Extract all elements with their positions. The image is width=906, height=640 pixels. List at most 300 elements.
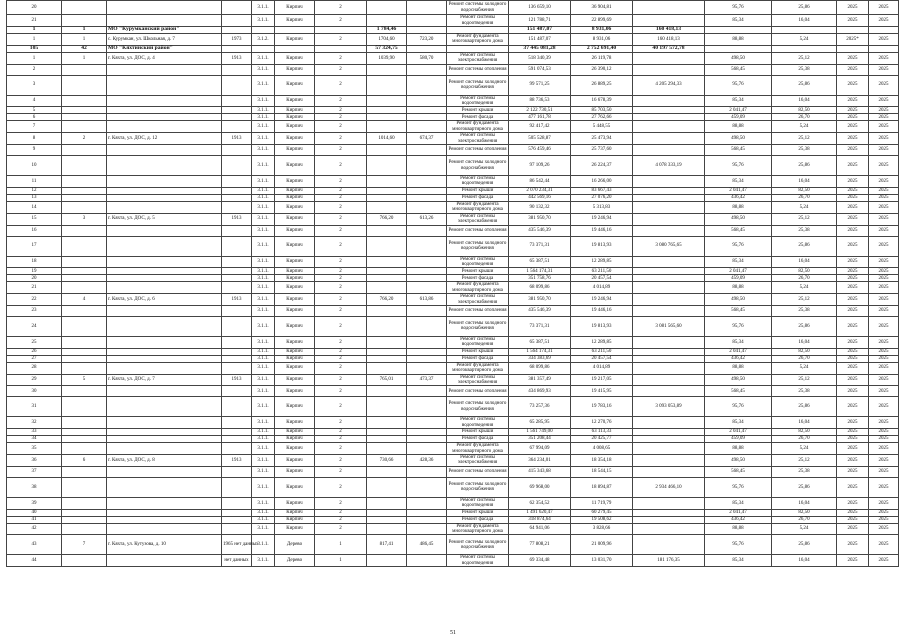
cost-other-cell: 20 425,77 <box>571 436 633 443</box>
wall-material-cell: Кирпич <box>275 497 315 509</box>
cost-other-cell: 21 009,96 <box>571 535 633 555</box>
total-cost-cell: 181 176,35 <box>633 555 705 567</box>
floors-cell: 2 <box>315 497 367 509</box>
year-built-cell <box>222 555 252 567</box>
table-row <box>7 443 899 455</box>
total-cost-cell <box>633 348 705 355</box>
planned-end-cell: 2025 <box>869 386 899 397</box>
planned-start-cell: 2025 <box>837 466 869 477</box>
cost-fund-cell: 415 343,68 <box>509 466 571 477</box>
address-cell <box>107 386 222 397</box>
total-cost-cell <box>633 95 705 107</box>
unit-cost-other-cell: 25,38 <box>772 305 837 316</box>
row-number-cell: 16 <box>7 225 62 236</box>
cost-fund-cell: 62 354,52 <box>509 497 571 509</box>
house-number-cell <box>62 64 107 75</box>
unit-cost-other-cell: 82,50 <box>772 107 837 114</box>
cost-other-cell: 12 270,76 <box>571 417 633 429</box>
cost-fund-cell: 2 070 234,31 <box>509 187 571 194</box>
house-number-cell <box>62 225 107 236</box>
planned-start-cell: 2025 <box>837 268 869 275</box>
cost-other-cell: 5 313,83 <box>571 201 633 213</box>
unit-cost-cell: 88,88 <box>705 362 772 374</box>
planned-end-cell: 2025 <box>869 15 899 27</box>
total-cost-cell: 4 078 333,19 <box>633 156 705 176</box>
cost-other-cell: 8 931,06 <box>571 34 633 46</box>
work-type-cell: Ремонт системы электроснабжения <box>447 133 509 145</box>
planned-start-cell: 2025 <box>837 145 869 156</box>
unit-cost-cell <box>705 45 772 52</box>
table-row <box>7 52 899 64</box>
total-area-cell <box>367 121 407 133</box>
total-area-cell <box>367 236 407 256</box>
living-area-cell <box>407 466 447 477</box>
table-row <box>7 362 899 374</box>
total-cost-cell: 3 080 765,65 <box>633 236 705 256</box>
address-cell <box>107 194 222 201</box>
wall-material-cell: Кирпич <box>275 374 315 386</box>
total-area-cell <box>367 145 407 156</box>
year-built-cell <box>222 477 252 497</box>
unit-cost-cell: 85,34 <box>705 15 772 27</box>
work-type-cell: Ремонт системы холодного водоснабжения <box>447 316 509 336</box>
wall-material-cell: Кирпич <box>275 95 315 107</box>
total-area-cell <box>367 497 407 509</box>
row-number-cell: 43 <box>7 535 62 555</box>
year-built-cell: 1973 <box>222 34 252 46</box>
total-area-cell <box>367 95 407 107</box>
row-number-cell: 11 <box>7 176 62 188</box>
cost-fund-cell: 68 099,86 <box>509 362 571 374</box>
work-type-cell: Ремонт системы холодного водоснабжения <box>447 75 509 95</box>
total-cost-cell: 160 418,13 <box>633 34 705 46</box>
planned-end-cell: 2025 <box>869 397 899 417</box>
cost-fund-cell: 65 387,51 <box>509 256 571 268</box>
table-row <box>7 294 899 306</box>
living-area-cell: 473,37 <box>407 374 447 386</box>
cost-fund-cell: 364 234,01 <box>509 455 571 467</box>
planned-end-cell: 2025 <box>869 477 899 497</box>
planned-end-cell: 2025 <box>869 429 899 436</box>
floors-cell: 2 <box>315 516 367 523</box>
planned-start-cell: 2025 <box>837 535 869 555</box>
planned-start-cell: 2025 <box>837 201 869 213</box>
work-code-cell: 3.1.1. <box>252 275 275 282</box>
living-area-cell <box>407 194 447 201</box>
unit-cost-cell: 95,76 <box>705 477 772 497</box>
planned-start-cell: 2025 <box>837 1 869 15</box>
planned-start-cell <box>837 27 869 34</box>
planned-end-cell: 2025 <box>869 145 899 156</box>
total-cost-cell <box>633 282 705 294</box>
planned-end-cell: 2025 <box>869 282 899 294</box>
cost-fund-cell: 505 528,87 <box>509 133 571 145</box>
planned-start-cell: 2025 <box>837 348 869 355</box>
living-area-cell <box>407 348 447 355</box>
unit-cost-cell: 498,50 <box>705 455 772 467</box>
unit-cost-other-cell <box>772 27 837 34</box>
cost-fund-cell: 381 950,70 <box>509 213 571 225</box>
unit-cost-other-cell: 25,38 <box>772 64 837 75</box>
address-cell <box>107 275 222 282</box>
cost-other-cell: 27 076,20 <box>571 194 633 201</box>
cost-other-cell: 19 813,93 <box>571 236 633 256</box>
house-number-cell <box>62 336 107 348</box>
wall-material-cell: Кирпич <box>275 194 315 201</box>
total-cost-cell <box>633 176 705 188</box>
wall-material-cell: Кирпич <box>275 201 315 213</box>
cost-other-cell: 18 544,15 <box>571 466 633 477</box>
planned-start-cell: 2025 <box>837 52 869 64</box>
unit-cost-cell: 85,34 <box>705 497 772 509</box>
wall-material-cell: Кирпич <box>275 316 315 336</box>
cost-fund-cell: 88 736,53 <box>509 95 571 107</box>
house-number-cell <box>62 256 107 268</box>
unit-cost-other-cell: 82,50 <box>772 268 837 275</box>
address-cell <box>107 176 222 188</box>
unit-cost-other-cell: 16,04 <box>772 555 837 567</box>
total-cost-cell <box>633 256 705 268</box>
work-code-cell: 3.1.1. <box>252 133 275 145</box>
cost-fund-cell: 86 542,44 <box>509 176 571 188</box>
living-area-cell <box>407 523 447 535</box>
unit-cost-cell: 85,34 <box>705 95 772 107</box>
total-area-cell: 57 324,75 <box>367 45 407 52</box>
row-number-cell: 21 <box>7 15 62 27</box>
total-area-cell <box>367 194 407 201</box>
planned-end-cell <box>869 27 899 34</box>
planned-end-cell: 2025 <box>869 114 899 121</box>
total-area-cell <box>367 256 407 268</box>
cost-fund-cell: 151 487,07 <box>509 27 571 34</box>
total-cost-cell: 4 205 294,33 <box>633 75 705 95</box>
floors-cell: 2 <box>315 34 367 46</box>
table-row <box>7 201 899 213</box>
planned-start-cell: 2025 <box>837 362 869 374</box>
planned-start-cell: 2025 <box>837 516 869 523</box>
living-area-cell <box>407 176 447 188</box>
work-code-cell: 3.1.1. <box>252 282 275 294</box>
planned-start-cell: 2025 <box>837 225 869 236</box>
total-cost-cell <box>633 52 705 64</box>
cost-fund-cell: 136 659,10 <box>509 1 571 15</box>
unit-cost-other-cell: 25,38 <box>772 145 837 156</box>
living-area-cell <box>407 236 447 256</box>
year-built-cell <box>222 27 252 34</box>
unit-cost-cell: 85,34 <box>705 256 772 268</box>
planned-start-cell: 2025 <box>837 497 869 509</box>
planned-start-cell: 2025 <box>837 187 869 194</box>
planned-start-cell: 2025 <box>837 107 869 114</box>
year-built-cell <box>222 256 252 268</box>
unit-cost-cell: 568,45 <box>705 64 772 75</box>
cost-other-cell: 19 446,16 <box>571 305 633 316</box>
table-row <box>7 34 899 46</box>
planned-start-cell: 2025 <box>837 305 869 316</box>
planned-start-cell: 2025 <box>837 436 869 443</box>
address-cell: г. Кяхта, ул. ДОС, д. 7 <box>107 374 222 386</box>
house-number-cell <box>62 436 107 443</box>
total-cost-cell: 3 093 053,89 <box>633 397 705 417</box>
address-cell <box>107 348 222 355</box>
living-area-cell <box>407 145 447 156</box>
total-area-cell <box>367 201 407 213</box>
year-built-cell <box>222 95 252 107</box>
capital-repair-table <box>6 0 899 567</box>
unit-cost-cell: 85,34 <box>705 176 772 188</box>
total-area-cell <box>367 1 407 15</box>
row-number-cell: 24 <box>7 316 62 336</box>
floors-cell: 2 <box>315 509 367 516</box>
floors-cell: 2 <box>315 374 367 386</box>
floors-cell: 2 <box>315 477 367 497</box>
wall-material-cell: Кирпич <box>275 133 315 145</box>
row-number-cell: 3 <box>7 75 62 95</box>
address-cell <box>107 201 222 213</box>
cost-other-cell: 8 931,06 <box>571 27 633 34</box>
cost-fund-cell: 67 994,09 <box>509 443 571 455</box>
unit-cost-other-cell: 82,50 <box>772 187 837 194</box>
cost-other-cell: 2 752 691,40 <box>571 45 633 52</box>
total-cost-cell <box>633 509 705 516</box>
row-number-cell: 29 <box>7 374 62 386</box>
floors-cell: 2 <box>315 336 367 348</box>
cost-fund-cell: 73 371,31 <box>509 316 571 336</box>
total-cost-cell <box>633 362 705 374</box>
work-code-cell: 3.1.1. <box>252 362 275 374</box>
unit-cost-cell: 459,09 <box>705 275 772 282</box>
unit-cost-other-cell <box>772 45 837 52</box>
total-cost-cell <box>633 497 705 509</box>
total-cost-cell <box>633 275 705 282</box>
wall-material-cell: Кирпич <box>275 417 315 429</box>
unit-cost-other-cell: 16,04 <box>772 417 837 429</box>
living-area-cell <box>407 555 447 567</box>
row-number-cell: 44 <box>7 555 62 567</box>
cost-fund-cell: 90 132,32 <box>509 201 571 213</box>
unit-cost-other-cell: 82,50 <box>772 429 837 436</box>
cost-other-cell: 19 246,94 <box>571 213 633 225</box>
wall-material-cell: Кирпич <box>275 275 315 282</box>
row-number-cell: 31 <box>7 397 62 417</box>
year-built-cell <box>222 194 252 201</box>
work-type-cell: Ремонт системы отопления <box>447 305 509 316</box>
work-type-cell: Ремонт системы водоотведения <box>447 417 509 429</box>
work-code-cell: 3.1.1. <box>252 509 275 516</box>
row-number-cell: 105 <box>7 45 62 52</box>
table-row <box>7 133 899 145</box>
unit-cost-cell: 95,76 <box>705 316 772 336</box>
planned-end-cell: 2025 <box>869 121 899 133</box>
work-code-cell: 3.1.1. <box>252 443 275 455</box>
planned-start-cell: 2025 <box>837 64 869 75</box>
wall-material-cell: Кирпич <box>275 348 315 355</box>
year-built-cell <box>222 268 252 275</box>
row-number-cell: 37 <box>7 466 62 477</box>
total-cost-cell <box>633 455 705 467</box>
row-number-cell: 21 <box>7 282 62 294</box>
table-row <box>7 156 899 176</box>
floors-cell: 2 <box>315 316 367 336</box>
unit-cost-cell: 436,42 <box>705 194 772 201</box>
table-row <box>7 355 899 362</box>
house-number-cell <box>62 466 107 477</box>
living-area-cell <box>407 121 447 133</box>
living-area-cell <box>407 497 447 509</box>
row-number-cell: 28 <box>7 362 62 374</box>
unit-cost-other-cell: 25,86 <box>772 156 837 176</box>
house-number-cell <box>62 1 107 15</box>
address-cell: МО "Курумканский район" <box>107 27 222 34</box>
planned-start-cell: 2025 <box>837 133 869 145</box>
address-cell: г. Кяхта, ул. ДОС, д. 4 <box>107 52 222 64</box>
house-number-cell <box>62 477 107 497</box>
cost-fund-cell: 435 546,39 <box>509 305 571 316</box>
unit-cost-cell: 2 041,47 <box>705 509 772 516</box>
work-code-cell: 3.1.1. <box>252 213 275 225</box>
page-number: 51 <box>450 630 456 636</box>
living-area-cell <box>407 107 447 114</box>
floors-cell: 2 <box>315 417 367 429</box>
floors-cell: 2 <box>315 436 367 443</box>
row-number-cell: 12 <box>7 187 62 194</box>
year-built-cell <box>222 417 252 429</box>
house-number-cell <box>62 282 107 294</box>
total-area-cell <box>367 187 407 194</box>
planned-end-cell: 2025 <box>869 374 899 386</box>
floors-cell: 2 <box>315 305 367 316</box>
planned-start-cell: 2025 <box>837 386 869 397</box>
living-area-cell: 723,20 <box>407 34 447 46</box>
work-type-cell: Ремонт фундамента многоквартирного дома <box>447 34 509 46</box>
cost-fund-cell: 318 874,64 <box>509 516 571 523</box>
total-area-cell <box>367 275 407 282</box>
row-number-cell: 35 <box>7 443 62 455</box>
wall-material-cell: Кирпич <box>275 75 315 95</box>
work-type-cell: Ремонт системы электроснабжения <box>447 294 509 306</box>
planned-start-cell: 2025* <box>837 34 869 46</box>
unit-cost-cell: 95,76 <box>705 75 772 95</box>
house-number-cell <box>62 305 107 316</box>
wall-material-cell: Кирпич <box>275 107 315 114</box>
planned-end-cell: 2025 <box>869 535 899 555</box>
unit-cost-cell: 498,50 <box>705 133 772 145</box>
total-area-cell <box>367 443 407 455</box>
year-built-cell <box>222 305 252 316</box>
planned-start-cell: 2025 <box>837 256 869 268</box>
total-cost-cell <box>633 305 705 316</box>
living-area-cell <box>407 336 447 348</box>
planned-start-cell: 2025 <box>837 275 869 282</box>
work-type-cell: Ремонт системы холодного водоснабжения <box>447 397 509 417</box>
unit-cost-other-cell: 16,04 <box>772 336 837 348</box>
house-number-cell: 4 <box>62 294 107 306</box>
planned-end-cell: 2025 <box>869 516 899 523</box>
row-number-cell: 13 <box>7 194 62 201</box>
floors-cell: 2 <box>315 187 367 194</box>
planned-start-cell: 2025 <box>837 523 869 535</box>
table-row <box>7 256 899 268</box>
work-type-cell: Ремонт системы электроснабжения <box>447 52 509 64</box>
planned-start-cell: 2025 <box>837 282 869 294</box>
table-row <box>7 95 899 107</box>
total-cost-cell <box>633 535 705 555</box>
house-number-cell <box>62 114 107 121</box>
work-type-cell: Ремонт фундамента многоквартирного дома <box>447 121 509 133</box>
work-type-cell: Ремонт системы электроснабжения <box>447 374 509 386</box>
living-area-cell <box>407 397 447 417</box>
work-code-cell: 3.1.1. <box>252 305 275 316</box>
floors-cell: 2 <box>315 455 367 467</box>
planned-start-cell: 2025 <box>837 15 869 27</box>
work-type-cell: Ремонт системы отопления <box>447 64 509 75</box>
unit-cost-cell: 436,42 <box>705 355 772 362</box>
wall-material-cell: Кирпич <box>275 436 315 443</box>
cost-other-cell: 11 719,79 <box>571 497 633 509</box>
unit-cost-cell: 459,09 <box>705 436 772 443</box>
row-number-cell: 39 <box>7 497 62 509</box>
table-row <box>7 348 899 355</box>
year-built-cell <box>222 429 252 436</box>
cost-fund-cell: 591 074,53 <box>509 64 571 75</box>
total-cost-cell <box>633 107 705 114</box>
floors-cell: 2 <box>315 355 367 362</box>
unit-cost-cell <box>705 27 772 34</box>
table-row <box>7 121 899 133</box>
work-type-cell: Ремонт системы водоотведения <box>447 336 509 348</box>
table-row <box>7 107 899 114</box>
cost-fund-cell: 1 564 174,31 <box>509 348 571 355</box>
total-area-cell <box>367 336 407 348</box>
house-number-cell <box>62 509 107 516</box>
house-number-cell: 3 <box>62 213 107 225</box>
wall-material-cell: Кирпич <box>275 386 315 397</box>
cost-other-cell: 4 014,89 <box>571 362 633 374</box>
unit-cost-other-cell: 5,24 <box>772 362 837 374</box>
year-built-cell: 1965 нет данных <box>222 535 252 555</box>
unit-cost-cell: 95,76 <box>705 1 772 15</box>
year-built-cell <box>222 121 252 133</box>
work-code-cell: 3.1.1. <box>252 75 275 95</box>
house-number-cell: 7 <box>62 535 107 555</box>
total-area-cell <box>367 523 407 535</box>
table-row <box>7 64 899 75</box>
planned-end-cell: 2025 <box>869 256 899 268</box>
total-area-cell <box>367 75 407 95</box>
living-area-cell <box>407 15 447 27</box>
address-cell <box>107 355 222 362</box>
address-cell: г. Кяхта, ул. ДОС, д. 5 <box>107 213 222 225</box>
planned-end-cell: 2025 <box>869 348 899 355</box>
planned-end-cell: 2025 <box>869 95 899 107</box>
floors-cell: 2 <box>315 133 367 145</box>
total-cost-cell <box>633 386 705 397</box>
total-area-cell <box>367 509 407 516</box>
total-cost-cell <box>633 194 705 201</box>
wall-material-cell <box>275 45 315 52</box>
floors-cell: 2 <box>315 294 367 306</box>
total-area-cell: 1 784,46 <box>367 27 407 34</box>
total-cost-cell <box>633 336 705 348</box>
address-cell <box>107 305 222 316</box>
total-cost-cell <box>633 201 705 213</box>
work-type-cell: Ремонт крыши <box>447 187 509 194</box>
year-built-cell <box>222 145 252 156</box>
cost-other-cell: 36 904,81 <box>571 1 633 15</box>
planned-end-cell: 2025 <box>869 523 899 535</box>
address-cell <box>107 75 222 95</box>
unit-cost-other-cell: 25,38 <box>772 466 837 477</box>
